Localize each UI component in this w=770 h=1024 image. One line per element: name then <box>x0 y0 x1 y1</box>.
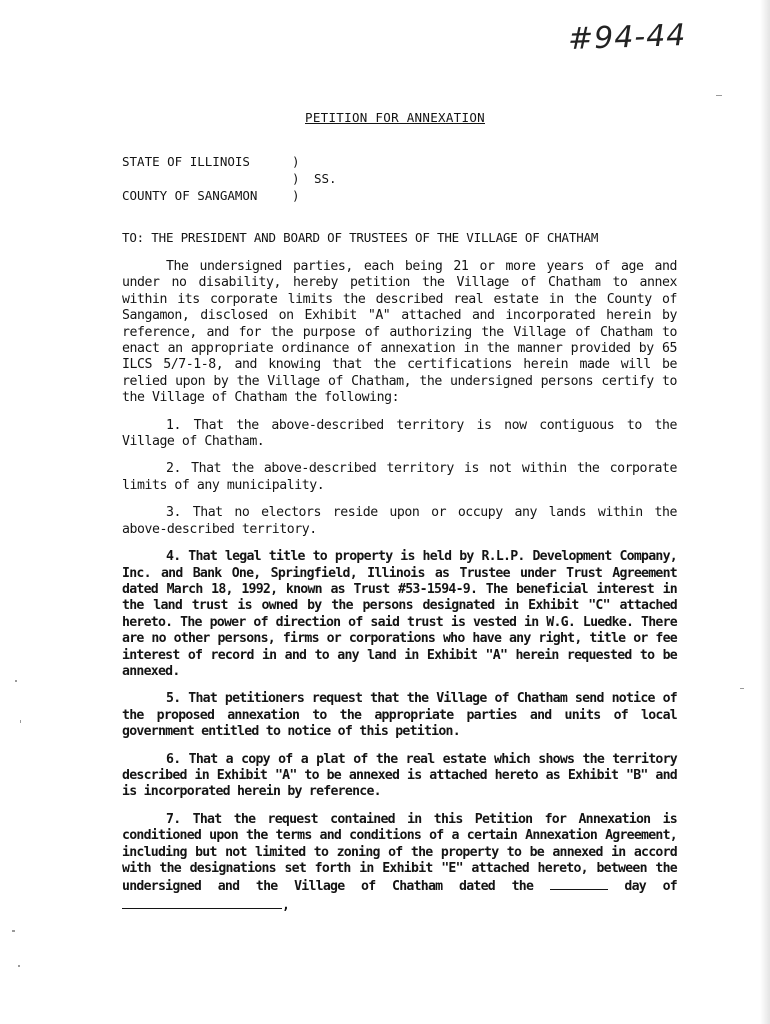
venue-block <box>122 153 337 204</box>
addressee-line: TO: THE PRESIDENT AND BOARD OF TRUSTEES OF THE VILLAGE OF CHATHAM <box>122 230 599 245</box>
paragraph-7 <box>122 812 677 914</box>
paragraph-5: 5. That petitioners request that the Village of Chatham send notice of the proposed annexation to the appropriate parties and units of local government entitled to notice of this petition. <box>122 691 677 740</box>
scan-speck <box>15 680 17 682</box>
blank-month-line <box>122 896 282 909</box>
document-title: PETITION FOR ANNEXATION <box>305 110 485 125</box>
venue-paren: ) <box>292 154 300 169</box>
venue-ss: SS. <box>314 171 337 186</box>
paragraph-4: 4. That legal title to property is held by R.L.P. Development Company, Inc. and Bank One, Springfield, Illinois as Trustee under Trust Agreement dated March 18, 1992, known as Trust #53-1594-9. The beneficial interest in the land trust is owned by the persons designated in Exhibit "C" attached hereto. The power of direction of said trust is vested in W.G. Luedke. There are no other persons, firms or corporations who have any right, title or fee interest of record in and to any land in Exhibit "A" herein requested to be annexed. <box>122 549 677 679</box>
intro-paragraph: The undersigned parties, each being 21 or more years of age and under no disability, hereby petition the Village of Chatham to annex within its corporate limits the described real estate in the County of Sangamon, disclosed on Exhibit "A" attached and incorporated herein by reference, and for the purpose of authorizing the Village of Chatham to enact an appropriate ordinance of annexation in the manner provided by 65 ILCS 5/7-1-8, and knowing that the certifications herein made will be relied upon by the Village of Chatham, the undersigned persons certify to the Village of Chatham the following: <box>122 259 677 406</box>
handwritten-file-number: #94-44 <box>567 17 687 58</box>
paragraph-7-end: , <box>282 897 290 913</box>
paragraph-7-text: 7. That the request contained in this Petition for Annexation is conditioned upon the terms and conditions of a certain Annexation Agreement, including but not limited to zoning of the property to be annexed in accord with the designations set forth in Exhibit "E" attached hereto, between the undersigned and the Village of Chatham dated the <box>122 811 677 895</box>
venue-state: STATE OF ILLINOIS <box>122 154 250 169</box>
paragraph-6: 6. That a copy of a plat of the real estate which shows the territory described in Exhibit "A" to be annexed is attached hereto as Exhibit "B" and is incorporated herein by reference. <box>122 751 677 800</box>
scan-speck <box>740 688 744 689</box>
venue-paren: ) <box>292 188 300 203</box>
scan-edge-shadow <box>760 0 770 1024</box>
scan-speck <box>12 930 15 932</box>
venue-paren: ) <box>292 171 300 186</box>
scan-speck <box>716 95 722 96</box>
paragraph-7-day-of: day of <box>624 879 677 895</box>
paragraph-2: 2. That the above-described territory is not within the corporate limits of any municipality. <box>122 461 677 493</box>
paragraph-3: 3. That no electors reside upon or occupy any lands within the above-described territory. <box>122 505 677 537</box>
paragraph-1: 1. That the above-described territory is now contiguous to the Village of Chatham. <box>122 417 677 450</box>
petition-body <box>122 259 677 925</box>
scan-speck <box>20 720 21 723</box>
scan-speck <box>18 965 20 967</box>
blank-date-line <box>550 877 608 890</box>
venue-county: COUNTY OF SANGAMON <box>122 188 258 203</box>
